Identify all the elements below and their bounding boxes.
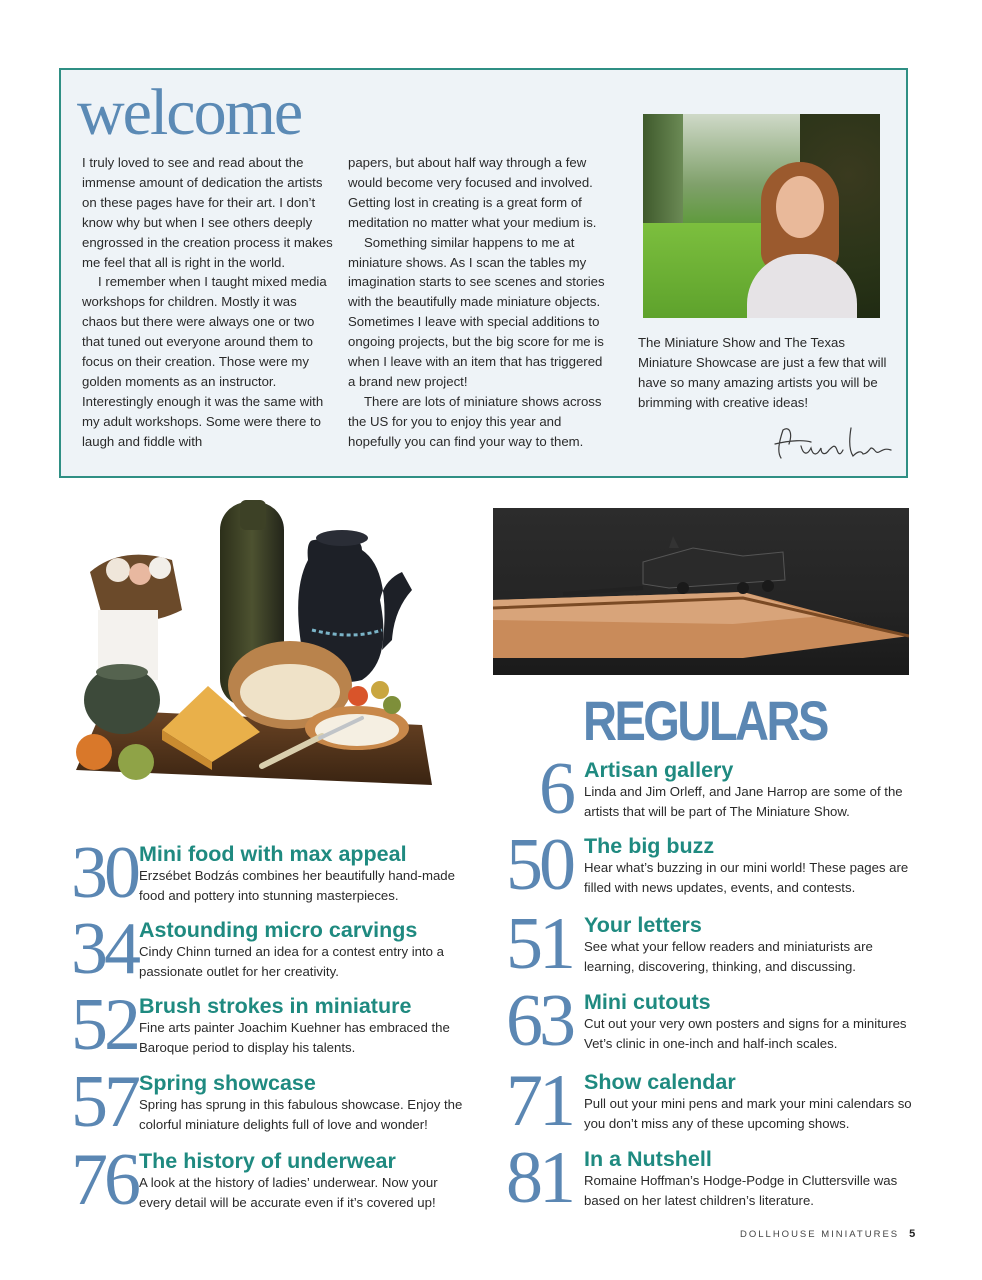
regular-title[interactable]: Mini cutouts xyxy=(584,990,711,1014)
feature-description: Cindy Chinn turned an idea for a contest entry into a passionate outlet for her creativity. xyxy=(139,944,444,979)
feature-description: Spring has sprung in this fabulous showcase. Enjoy the colorful miniature delights full of love and wonder! xyxy=(139,1097,463,1132)
folio-page-number: 5 xyxy=(909,1228,916,1240)
feature-title[interactable]: Brush strokes in miniature xyxy=(139,994,412,1018)
pencil-carving-photo xyxy=(493,508,909,675)
page-number: 63 xyxy=(506,980,572,1062)
regular-description: See what your fellow readers and miniaturists are learning, discovering, thinking, and discussing. xyxy=(584,939,873,974)
feature-entry[interactable] xyxy=(59,1061,479,1143)
welcome-paragraph: I remember when I taught mixed media workshops for children. Mostly it was chaos but there were always one or two that tuned out everyone around them to focus on their creation. Those were my golden moments as an instructor. Interestingly enough it was the same with my adult workshops. Some were there to laugh and fiddle with xyxy=(82,274,327,449)
feature-entry[interactable] xyxy=(59,908,479,990)
feature-description: A look at the history of ladies’ underwear. Now your every detail will be accurate even if it’s covered up! xyxy=(139,1175,438,1210)
regular-entry[interactable] xyxy=(494,824,914,906)
welcome-paragraph: I truly loved to see and read about the immense amount of dedication the artists on these pages have for their art. I don’t know why but when I see others deeply engrossed in the creation process it makes me feel that all is right in the world. xyxy=(82,155,333,270)
regular-entry[interactable] xyxy=(494,980,914,1062)
feature-entry[interactable] xyxy=(59,984,479,1066)
feature-description: Fine arts painter Joachim Kuehner has embraced the Baroque period to display his talents. xyxy=(139,1020,450,1055)
regular-entry[interactable] xyxy=(494,903,914,985)
regular-description: Pull out your mini pens and mark your mini calendars so you don’t miss any of these upcoming shows. xyxy=(584,1096,912,1131)
welcome-title: welcome xyxy=(77,76,302,149)
feature-title[interactable]: Spring showcase xyxy=(139,1071,316,1095)
welcome-column-3: The Miniature Show and The Texas Miniature Showcase are just a few that will have so many amazing artists you will be brimming with creative ideas! xyxy=(638,335,887,410)
page-number: 57 xyxy=(71,1061,137,1143)
page-footer xyxy=(740,1228,915,1240)
welcome-paragraph: Something similar happens to me at miniature shows. As I scan the tables my imagination starts to see scenes and stories with the beautifully made miniature objects. Sometimes I leave with special additions to ongoing projects, but the big score for me is when I leave with an item that has triggered a brand new project! xyxy=(348,234,605,389)
regular-entry[interactable] xyxy=(494,1137,914,1219)
magazine-name: DOLLHOUSE MINIATURES xyxy=(740,1229,900,1240)
feature-title[interactable]: Mini food with max appeal xyxy=(139,842,407,866)
page-number: 50 xyxy=(506,824,572,906)
welcome-column-1 xyxy=(82,153,334,452)
editor-portrait-photo xyxy=(643,114,880,318)
feature-title[interactable]: Astounding micro carvings xyxy=(139,918,418,942)
regular-description: Linda and Jim Orleff, and Jane Harrop are some of the artists that will be part of The Miniature Show. xyxy=(584,784,903,819)
welcome-paragraph: There are lots of miniature shows across the US for you to enjoy this year and hopefully you can find your way to them. xyxy=(348,393,602,449)
regular-entry[interactable] xyxy=(494,1060,914,1142)
page-number: 52 xyxy=(71,984,137,1066)
mini-food-photo xyxy=(62,500,440,810)
regular-title[interactable]: Your letters xyxy=(584,913,702,937)
page-number: 6 xyxy=(539,748,572,830)
regular-description: Hear what’s buzzing in our mini world! These pages are filled with news updates, events, and contests. xyxy=(584,860,909,895)
page-number: 71 xyxy=(506,1060,572,1142)
page-number: 34 xyxy=(71,908,137,990)
page-number: 81 xyxy=(506,1137,572,1219)
page-number: 51 xyxy=(506,903,572,985)
feature-entry[interactable] xyxy=(59,832,479,914)
welcome-box xyxy=(59,68,908,478)
regular-title[interactable]: The big buzz xyxy=(584,834,715,858)
regular-description: Cut out your very own posters and signs for a minitures Vet’s clinic in one-inch and half-inch scales. xyxy=(584,1016,907,1051)
regular-title[interactable]: Artisan gallery xyxy=(584,758,734,782)
feature-entry[interactable] xyxy=(59,1139,479,1221)
regular-description: Romaine Hoffman’s Hodge-Podge in Cluttersville was based on her latest children’s literature. xyxy=(584,1173,898,1208)
feature-description: Erzsébet Bodzás combines her beautifully hand-made food and pottery into stunning masterpieces. xyxy=(139,868,455,903)
welcome-paragraph: papers, but about half way through a few would become very focused and involved. Getting lost in creating is a great form of meditation no matter what your medium is. xyxy=(348,155,597,230)
regular-title[interactable]: In a Nutshell xyxy=(584,1147,712,1171)
feature-title[interactable]: The history of underwear xyxy=(139,1149,396,1173)
regular-title[interactable]: Show calendar xyxy=(584,1070,736,1094)
welcome-column-2 xyxy=(348,153,610,452)
editor-signature xyxy=(771,422,901,462)
regular-entry[interactable] xyxy=(494,748,914,830)
regulars-heading: REGULARS xyxy=(583,689,827,752)
page-number: 30 xyxy=(71,832,137,914)
page-number: 76 xyxy=(71,1139,137,1221)
